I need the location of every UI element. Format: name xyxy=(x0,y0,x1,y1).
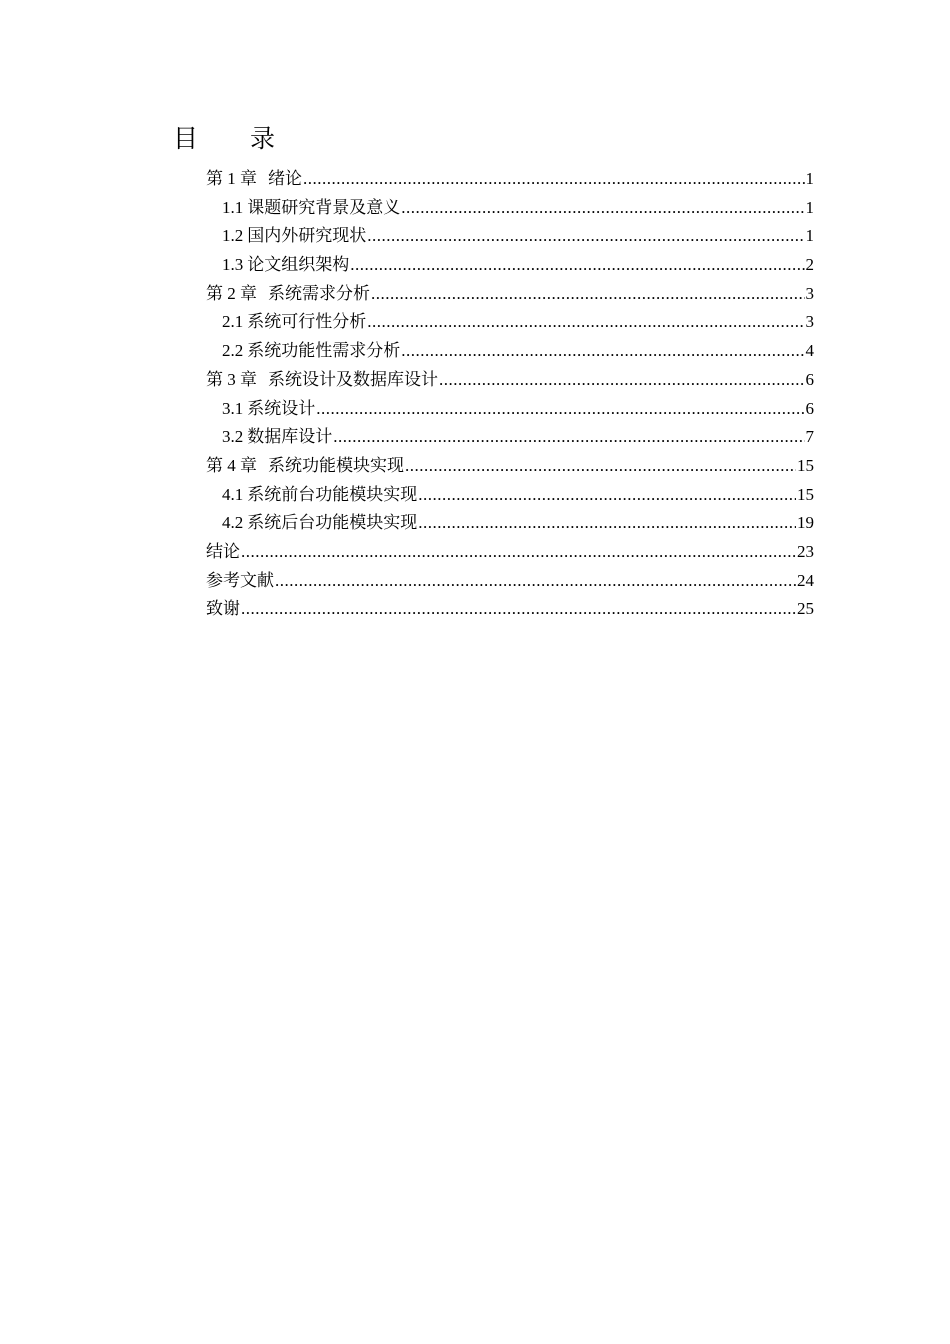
toc-entry-label: 致谢 xyxy=(206,599,240,619)
toc-entry-section[interactable] xyxy=(206,337,814,366)
toc-page-number: 1 xyxy=(805,226,814,246)
toc-entry-heading xyxy=(222,194,400,223)
toc-page-number: 19 xyxy=(797,513,814,533)
toc-entry-heading xyxy=(206,366,438,395)
toc-entry-number: 第 2 章 xyxy=(206,283,257,303)
toc-entry-heading xyxy=(222,308,366,337)
toc-dot-leader xyxy=(275,567,796,596)
toc-entry-heading xyxy=(206,595,240,624)
toc-entry-label: 系统设计 xyxy=(247,398,316,418)
toc-entry-label: 系统后台功能模块实现 xyxy=(247,513,418,533)
toc-entry-label: 系统功能性需求分析 xyxy=(247,341,401,361)
toc-title: 目 录 xyxy=(173,124,297,153)
toc-entry-label: 系统前台功能模块实现 xyxy=(247,484,418,504)
toc-page-number: 6 xyxy=(805,398,814,418)
toc-dot-leader xyxy=(371,280,805,309)
toc-page-number: 3 xyxy=(805,283,814,303)
toc-page-number: 6 xyxy=(805,369,814,389)
toc-entry-chapter[interactable] xyxy=(206,567,814,596)
toc-entry-number: 3.2 xyxy=(222,427,244,447)
toc-entry-number: 4.1 xyxy=(222,484,244,504)
toc-entry-label: 系统需求分析 xyxy=(268,283,370,303)
toc-entry-number: 第 3 章 xyxy=(206,369,257,389)
toc-entry-chapter[interactable] xyxy=(206,538,814,567)
toc-entry-label: 系统功能模块实现 xyxy=(268,455,404,475)
toc-entry-number: 1.1 xyxy=(222,197,244,217)
toc-dot-leader xyxy=(241,595,796,624)
toc-entry-heading xyxy=(222,337,400,366)
toc-dot-leader xyxy=(241,538,796,567)
toc-page-number: 24 xyxy=(797,570,814,590)
toc-dot-leader xyxy=(418,509,796,538)
toc-entry-label: 绪论 xyxy=(268,169,302,188)
toc-page-number: 1 xyxy=(805,197,814,217)
toc-entry-chapter[interactable] xyxy=(206,165,814,194)
table-of-contents xyxy=(206,165,814,624)
toc-dot-leader xyxy=(401,194,804,223)
toc-entry-number: 3.1 xyxy=(222,398,244,418)
toc-page-number: 7 xyxy=(805,427,814,447)
toc-entry-section[interactable] xyxy=(206,308,814,337)
toc-dot-leader xyxy=(405,452,796,481)
toc-entry-chapter[interactable] xyxy=(206,452,814,481)
toc-entry-chapter[interactable] xyxy=(206,280,814,309)
toc-entry-section[interactable] xyxy=(206,251,814,280)
toc-entry-section[interactable] xyxy=(206,194,814,223)
toc-entry-heading xyxy=(222,251,349,280)
toc-dot-leader xyxy=(439,366,805,395)
toc-page-number: 15 xyxy=(797,455,814,475)
toc-dot-leader xyxy=(418,481,796,510)
toc-entry-label: 系统设计及数据库设计 xyxy=(268,369,438,389)
toc-entry-chapter[interactable] xyxy=(206,366,814,395)
toc-entry-heading xyxy=(206,567,274,596)
toc-dot-leader xyxy=(303,165,805,194)
toc-entry-heading xyxy=(206,538,240,567)
toc-entry-number: 4.2 xyxy=(222,513,244,533)
toc-page-number: 15 xyxy=(797,484,814,504)
toc-entry-number: 1.3 xyxy=(222,255,244,275)
toc-page-number: 23 xyxy=(797,541,814,561)
toc-page-number: 1 xyxy=(805,169,814,188)
toc-dot-leader xyxy=(316,395,804,424)
toc-entry-section[interactable] xyxy=(206,423,814,452)
toc-entry-number: 2.1 xyxy=(222,312,244,332)
toc-entry-label: 系统可行性分析 xyxy=(247,312,367,332)
toc-entry-heading xyxy=(206,280,370,309)
toc-entry-heading xyxy=(222,395,315,424)
toc-entry-heading xyxy=(222,509,417,538)
toc-entry-label: 数据库设计 xyxy=(247,427,333,447)
toc-entry-section[interactable] xyxy=(206,481,814,510)
toc-entry-section[interactable] xyxy=(206,395,814,424)
toc-page-number: 2 xyxy=(805,255,814,275)
toc-dot-leader xyxy=(401,337,804,366)
toc-entry-heading xyxy=(206,452,404,481)
toc-entry-chapter[interactable] xyxy=(206,595,814,624)
toc-entry-section[interactable] xyxy=(206,509,814,538)
toc-entry-heading xyxy=(222,222,366,251)
toc-entry-heading xyxy=(206,165,302,194)
toc-entry-label: 论文组织架构 xyxy=(247,255,350,275)
toc-page-number: 4 xyxy=(805,341,814,361)
toc-dot-leader xyxy=(367,308,804,337)
toc-entry-label: 参考文献 xyxy=(206,570,274,590)
toc-entry-label: 结论 xyxy=(206,541,240,561)
toc-entry-number: 2.2 xyxy=(222,341,244,361)
toc-page-number: 25 xyxy=(797,599,814,619)
toc-dot-leader xyxy=(333,423,804,452)
toc-entry-heading xyxy=(222,423,332,452)
toc-dot-leader xyxy=(350,251,804,280)
toc-entry-label: 课题研究背景及意义 xyxy=(247,197,401,217)
toc-entry-number: 第 4 章 xyxy=(206,455,257,475)
toc-entry-number: 第 1 章 xyxy=(206,169,257,188)
toc-entry-section[interactable] xyxy=(206,222,814,251)
toc-entry-label: 国内外研究现状 xyxy=(247,226,367,246)
toc-entry-number: 1.2 xyxy=(222,226,244,246)
toc-entry-heading xyxy=(222,481,417,510)
toc-page-number: 3 xyxy=(805,312,814,332)
toc-dot-leader xyxy=(367,222,804,251)
